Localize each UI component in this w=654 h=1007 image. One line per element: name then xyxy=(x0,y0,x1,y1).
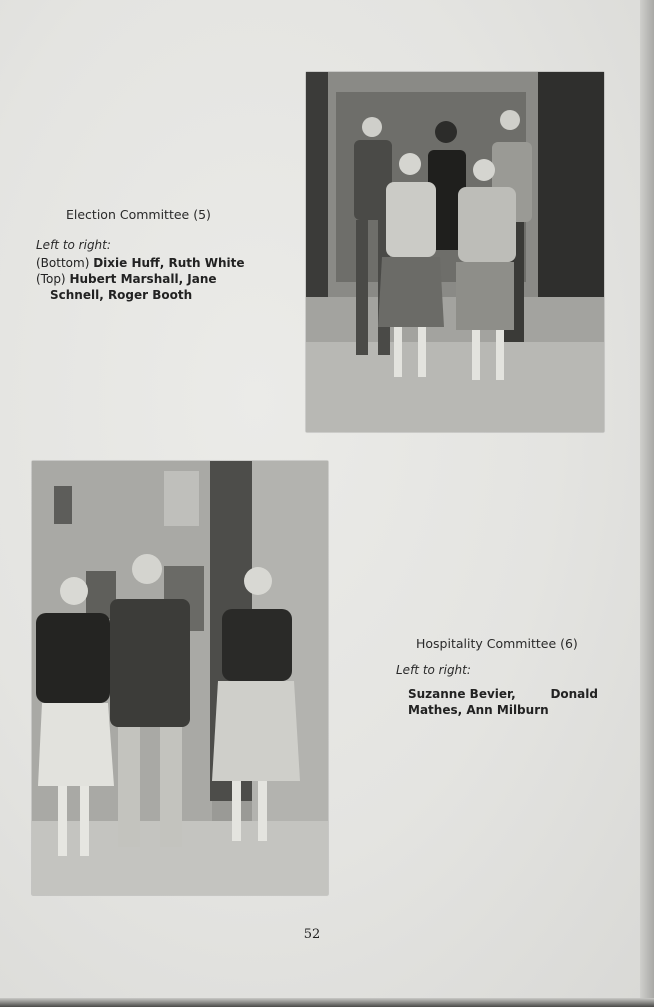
page-number: 52 xyxy=(303,927,321,942)
election-top-names-2: Schnell, Roger Booth xyxy=(50,288,193,302)
election-bottom-prefix: (Bottom) xyxy=(36,256,90,270)
election-top-prefix: (Top) xyxy=(36,272,66,286)
election-lead: Left to right: xyxy=(36,238,111,252)
hospitality-names-1 xyxy=(408,686,598,702)
election-top-names-1: Hubert Marshall, Jane xyxy=(69,272,217,286)
election-bottom-names: Dixie Huff, Ruth White xyxy=(93,256,245,270)
hospitality-committee-photo xyxy=(32,461,328,895)
hospitality-name-donald: Donald xyxy=(550,687,598,701)
election-caption xyxy=(36,207,266,303)
hospitality-names-2: Mathes, Ann Milburn xyxy=(408,703,549,717)
election-committee-photo xyxy=(306,72,604,432)
election-bottom-row xyxy=(36,255,266,271)
page-bottom-edge xyxy=(0,998,654,1007)
hospitality-title: Hospitality Committee (6) xyxy=(416,636,578,651)
page-gutter xyxy=(640,0,654,1007)
hospitality-caption xyxy=(396,636,606,718)
hospitality-name-suzanne: Suzanne Bevier, xyxy=(408,687,516,701)
election-top-row xyxy=(36,271,266,287)
election-title: Election Committee (5) xyxy=(66,207,211,222)
hospitality-lead: Left to right: xyxy=(396,663,471,677)
